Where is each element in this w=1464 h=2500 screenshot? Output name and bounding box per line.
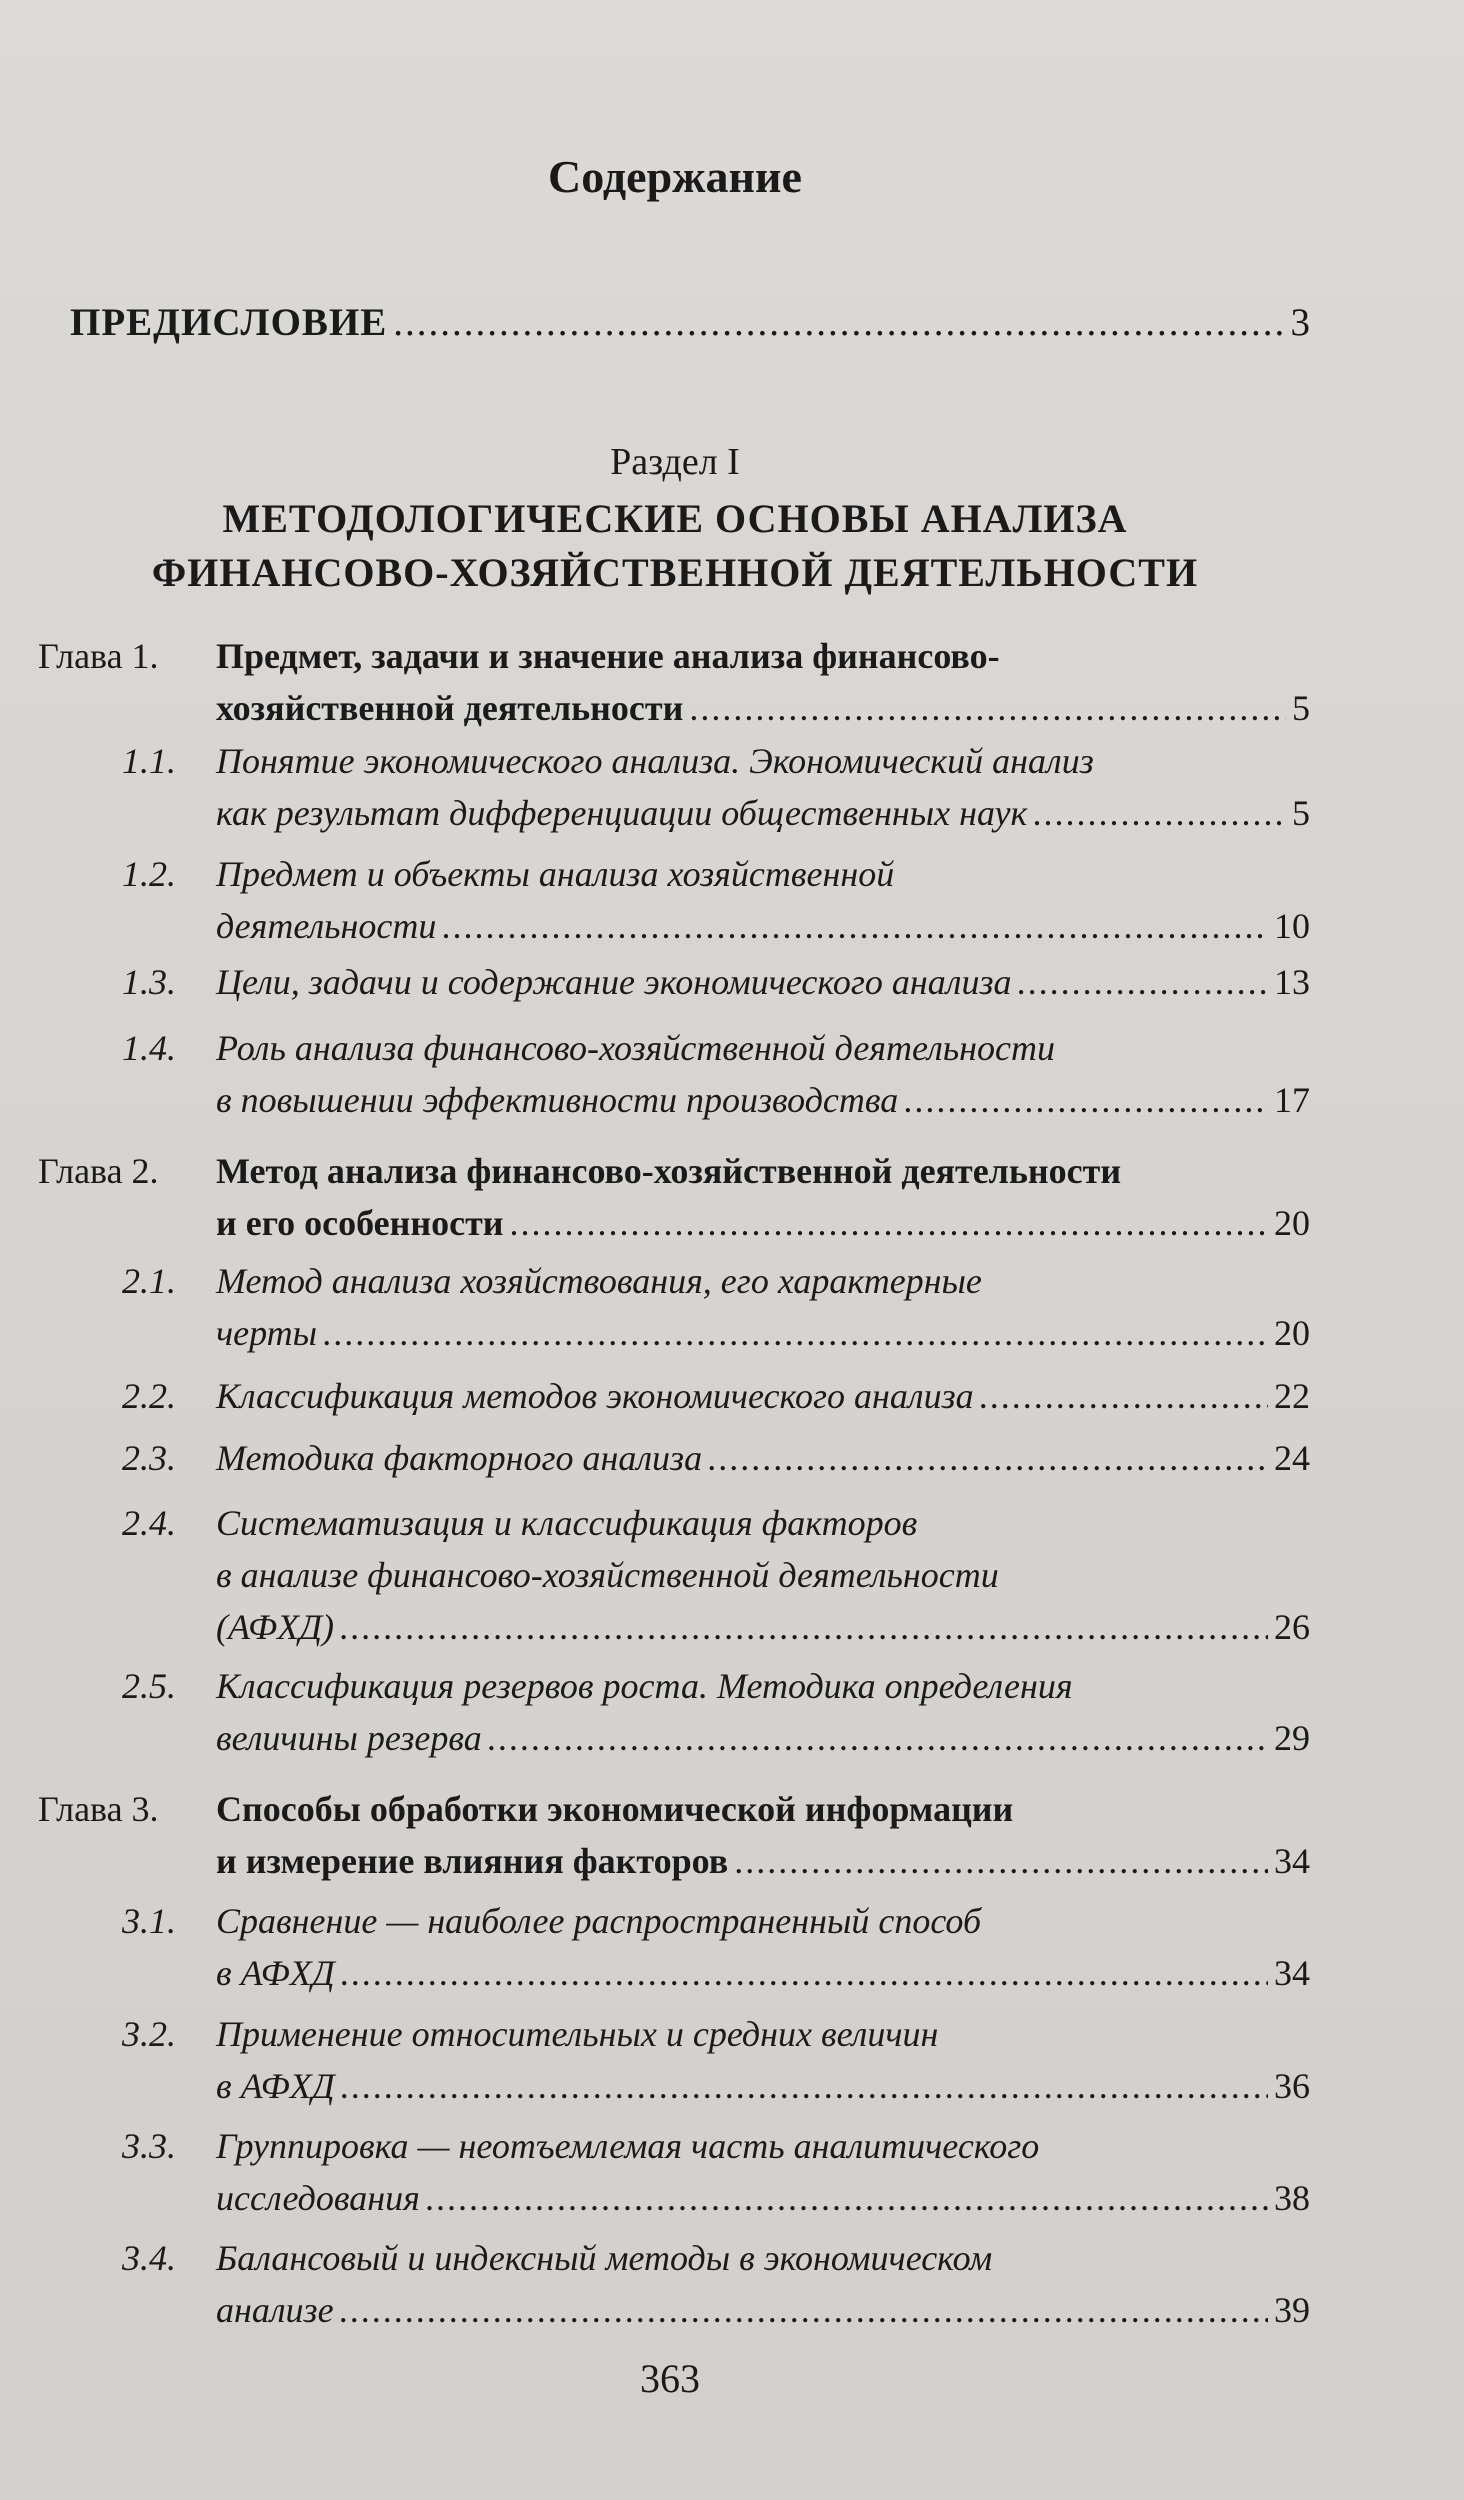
chapter-number: Глава 2. [38, 1151, 159, 1191]
item-number: 2.3. [122, 1438, 176, 1478]
section-label: Раздел I [610, 441, 740, 483]
dot-leader [1033, 787, 1286, 839]
item-title-line: в анализе финансово-хозяйственной деятельности [216, 1555, 999, 1595]
dot-leader [510, 1197, 1268, 1249]
toc-page-number: 39 [1274, 2290, 1310, 2330]
dot-leader [340, 2284, 1268, 2336]
toc-page-number: 17 [1274, 1080, 1310, 1120]
toc-item-2-5 [122, 1660, 1310, 1764]
dot-leader [341, 1947, 1268, 1999]
page-title: Содержание [548, 151, 802, 202]
chapter-title-line: Способы обработки экономической информации [216, 1789, 1014, 1829]
item-number: 2.4. [122, 1503, 176, 1543]
item-title-line: Систематизация и классификация факторов [216, 1503, 918, 1543]
item-title-line: Балансовый и индексный методы в экономическом [216, 2238, 993, 2278]
toc-page-number: 10 [1274, 906, 1310, 946]
dot-leader [323, 1307, 1268, 1359]
item-title-line: как результат дифференциации общественных наук [216, 793, 1028, 833]
item-number: 1.1. [122, 741, 176, 781]
chapter-title-line: и измерение влияния факторов [216, 1841, 729, 1881]
item-title-line: Группировка — неотъемлемая часть аналитического [216, 2126, 1040, 2166]
item-title-line: исследования [216, 2178, 420, 2218]
toc-page-number: 29 [1274, 1718, 1310, 1758]
toc-page-number: 5 [1292, 793, 1310, 833]
toc-page-number: 36 [1274, 2066, 1310, 2106]
toc-page-number: 34 [1274, 1953, 1310, 1993]
toc-page-number: 5 [1292, 688, 1310, 728]
toc-page-number: 20 [1274, 1203, 1310, 1243]
item-title-line: деятельности [216, 906, 437, 946]
toc-item-3-4 [122, 2232, 1310, 2336]
item-number: 2.5. [122, 1666, 176, 1706]
toc-item-1-4 [122, 1022, 1310, 1126]
item-number: 1.4. [122, 1028, 176, 1068]
dot-leader [1018, 956, 1269, 1008]
section-title-line: ФИНАНСОВО-ХОЗЯЙСТВЕННОЙ ДЕЯТЕЛЬНОСТИ [151, 550, 1199, 595]
chapter-title-line: хозяйственной деятельности [216, 688, 684, 728]
item-title-line: Роль анализа финансово-хозяйственной деятельности [216, 1028, 1056, 1068]
dot-leader [393, 300, 1284, 345]
item-title-line: черты [216, 1313, 318, 1353]
item-number: 3.4. [122, 2238, 176, 2278]
dot-leader [426, 2172, 1268, 2224]
toc-page-number: 13 [1274, 962, 1310, 1002]
toc-page-number: 38 [1274, 2178, 1310, 2218]
item-number: 2.2. [122, 1376, 176, 1416]
chapter-title-line: Метод анализа финансово-хозяйственной деятельности [216, 1151, 1122, 1191]
toc-page-number: 24 [1274, 1438, 1310, 1478]
dot-leader [980, 1370, 1268, 1422]
toc-entry-label: ПРЕДИСЛОВИЕ [70, 301, 388, 344]
chapter-title-line: Предмет, задачи и значение анализа финансово- [216, 636, 1000, 676]
dot-leader [708, 1432, 1268, 1484]
toc-item-1-3 [122, 956, 1310, 1008]
dot-leader [904, 1074, 1268, 1126]
toc-item-1-2 [122, 848, 1310, 952]
item-title-line: Применение относительных и средних величин [216, 2014, 939, 2054]
item-title-line: Предмет и объекты анализа хозяйственной [216, 854, 895, 894]
page-number: 363 [640, 2356, 700, 2401]
chapter-number: Глава 1. [38, 636, 159, 676]
toc-page-number: 20 [1274, 1313, 1310, 1353]
item-title-line: анализе [216, 2290, 334, 2330]
toc-chapter-2 [38, 1145, 1310, 1249]
toc-item-1-1 [122, 735, 1310, 839]
toc-item-2-4 [122, 1497, 1310, 1653]
toc-item-2-2 [122, 1370, 1310, 1422]
item-title-line: в АФХД [216, 2066, 335, 2106]
item-title-line: в повышении эффективности производства [216, 1080, 899, 1120]
item-number: 3.1. [122, 1901, 176, 1941]
dot-leader [734, 1835, 1268, 1887]
section-title [0, 492, 1350, 600]
dot-leader [341, 2060, 1268, 2112]
toc-item-2-1 [122, 1255, 1310, 1359]
item-number: 3.2. [122, 2014, 176, 2054]
item-title-line: Сравнение — наиболее распространенный способ [216, 1901, 982, 1941]
item-title-line: в АФХД [216, 1953, 335, 1993]
toc-entry-preface [70, 300, 1310, 345]
toc-chapter-1 [38, 630, 1310, 734]
toc-page-number: 22 [1274, 1376, 1310, 1416]
item-title-line: величины резерва [216, 1718, 482, 1758]
toc-item-2-3 [122, 1432, 1310, 1484]
dot-leader [340, 1601, 1268, 1653]
toc-page-number: 34 [1274, 1841, 1310, 1881]
item-title-line: Методика факторного анализа [216, 1438, 703, 1478]
toc-item-3-3 [122, 2120, 1310, 2224]
item-title-line: Метод анализа хозяйствования, его характерные [216, 1261, 982, 1301]
dot-leader [689, 682, 1286, 734]
item-number: 1.2. [122, 854, 176, 894]
item-title-line: Понятие экономического анализа. Экономический анализ [216, 741, 1094, 781]
toc-chapter-3 [38, 1783, 1310, 1887]
item-number: 1.3. [122, 962, 176, 1002]
dot-leader [442, 900, 1268, 952]
toc-page-number: 26 [1274, 1607, 1310, 1647]
toc-item-3-2 [122, 2008, 1310, 2112]
chapter-title-line: и его особенности [216, 1203, 504, 1243]
item-number: 2.1. [122, 1261, 176, 1301]
chapter-number: Глава 3. [38, 1789, 159, 1829]
section-title-line: МЕТОДОЛОГИЧЕСКИЕ ОСНОВЫ АНАЛИЗА [222, 496, 1128, 541]
item-title-line: Цели, задачи и содержание экономического анализа [216, 962, 1012, 1002]
dot-leader [488, 1712, 1268, 1764]
item-title-line: Классификация резервов роста. Методика определения [216, 1666, 1073, 1706]
item-number: 3.3. [122, 2126, 176, 2166]
toc-page-number: 3 [1290, 301, 1310, 344]
item-title-line: (АФХД) [216, 1607, 334, 1647]
item-title-line: Классификация методов экономического анализа [216, 1376, 974, 1416]
toc-item-3-1 [122, 1895, 1310, 1999]
